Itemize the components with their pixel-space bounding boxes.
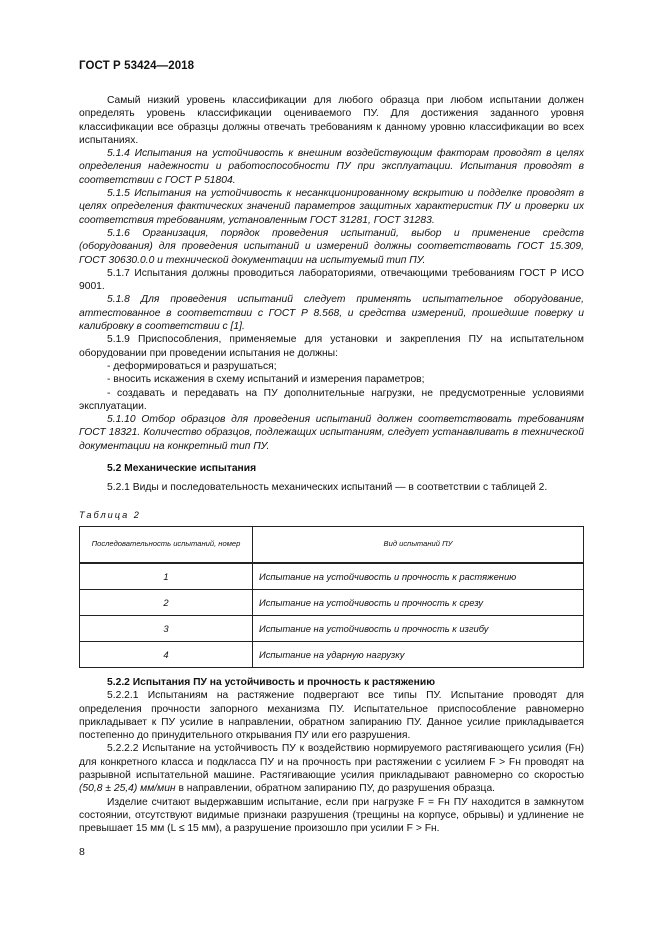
paragraph-5-1-9: 5.1.9 Приспособления, применяемые для установки и закрепления ПУ на испытательном оборудовании при проведении испытания не должны:	[79, 334, 584, 359]
table-cell-number: 2	[80, 589, 253, 615]
table-cell-number: 1	[80, 563, 253, 590]
table-header-test-type: Вид испытаний ПУ	[253, 526, 584, 563]
table-cell-number: 4	[80, 641, 253, 667]
text-run: 5.2.2.2 Испытание на устойчивость ПУ к воздействию нормируемого растягивающего усилия (Fн) для конкретного класса и подкласса ПУ и на прочность при растяжении с усилием F > Fн проводят на разрывной испытательной машине. Растягивающие усилия прикладывают равномерно со скоростью	[79, 743, 584, 781]
section-title-5-2-2: 5.2.2 Испытания ПУ на устойчивость и прочность к растяжению	[107, 676, 435, 688]
table-2	[79, 526, 584, 668]
table-row	[80, 641, 584, 667]
paragraph-5-1-7: 5.1.7 Испытания должны проводиться лабораториями, отвечающими требованиям ГОСТ Р ИСО 9001.	[79, 267, 584, 293]
table-cell-test: Испытание на устойчивость и прочность к изгибу	[253, 615, 584, 641]
paragraph-5-1-5: 5.1.5 Испытания на устойчивость к несанкционированному вскрытию и подделке проводят в целях определения фактических значений параметров защитных характеристик ПУ и проверки их соответствия требованиям, установленным ГОСТ 31281, ГОСТ 31283.	[79, 188, 584, 226]
paragraph-5-2-2-2	[79, 742, 584, 795]
page-number: 8	[79, 846, 85, 858]
table-row	[80, 615, 584, 641]
paragraph-5-2-1: 5.2.1 Виды и последовательность механических испытаний — в соответствии с таблицей 2.	[107, 482, 548, 494]
paragraph-5-2-2-1: 5.2.2.1 Испытаниям на растяжение подвергают все типы ПУ. Испытание проводят для определения прочности запорного механизма ПУ. Испытательное приспособление равномерно прикладывает к ПУ усилие в направлении, обратном запиранию ПУ. Данное усилие прикладывается постепенно до принудительного открывания ПУ или его разрушения.	[79, 690, 584, 742]
list-item: - создавать и передавать на ПУ дополнительные нагрузки, не предусмотренные условиями эксплуатации.	[79, 387, 584, 412]
list-item: - деформироваться и разрушаться;	[107, 360, 277, 372]
paragraph-5-1-8: 5.1.8 Для проведения испытаний следует применять испытательное оборудование, аттестованное в соответствии с ГОСТ Р 8.568, и средства измерений, прошедшие поверку и калибровку в соответствии с [1].	[79, 294, 584, 333]
table-cell-test: Испытание на ударную нагрузку	[253, 641, 584, 667]
document-body	[79, 94, 584, 835]
table-header-sequence: Последовательность испытаний, номер	[80, 526, 253, 563]
table-cell-number: 3	[80, 615, 253, 641]
document-header: ГОСТ Р 53424—2018	[79, 60, 195, 72]
list-item: - вносить искажения в схему испытаний и измерения параметров;	[107, 374, 425, 386]
text-run: в направлении, обратном запиранию ПУ, до разрушения образца.	[175, 783, 496, 795]
table-caption: Таблица 2	[79, 509, 141, 520]
table-row	[80, 589, 584, 615]
paragraph-5-1-6: 5.1.6 Организация, порядок проведения испытаний, выбор и применение средств (оборудования) для проведения испытаний и измерений должны соответствовать ГОСТ 15.309, ГОСТ 30630.0.0 и технической документации на испытуемый тип ПУ.	[79, 227, 584, 266]
table-cell-test: Испытание на устойчивость и прочность к срезу	[253, 589, 584, 615]
paragraph-acceptance: Изделие считают выдержавшим испытание, если при нагрузке F = Fн ПУ находится в замкнутом состоянии, отсутствуют видимые признаки разрушения (трещины на корпусе, обрывы) и удлинение не превышает 15 мм (L ≤ 15 мм), а разрушение произошло при усилии F > Fн.	[79, 796, 584, 835]
table-row	[80, 563, 584, 590]
paragraph-classification: Самый низкий уровень классификации для любого образца при любом испытании должен определять уровень классификации оцениваемого ПУ. Для достижения заданного уровня классификации все образцы должны отвечать требованиям к данному уровню классификации во всех испытаниях.	[79, 95, 584, 146]
speed-value: (50,8 ± 25,4) мм/мин	[79, 783, 176, 795]
table-cell-test: Испытание на устойчивость и прочность к растяжению	[253, 563, 584, 590]
paragraph-5-1-4: 5.1.4 Испытания на устойчивость к внешним воздействующим факторам проводят в целях определения надежности и работоспособности ПУ при эксплуатации. Испытания проводят в соответствии с ГОСТ Р 51804.	[79, 148, 584, 186]
paragraph-5-1-10: 5.1.10 Отбор образцов для проведения испытаний должен соответствовать требованиям ГОСТ 18321. Количество образцов, подлежащих испытаниям, следует устанавливать в технической документации на конкретный тип ПУ.	[79, 414, 584, 452]
section-title-5-2: 5.2 Механические испытания	[107, 463, 257, 475]
